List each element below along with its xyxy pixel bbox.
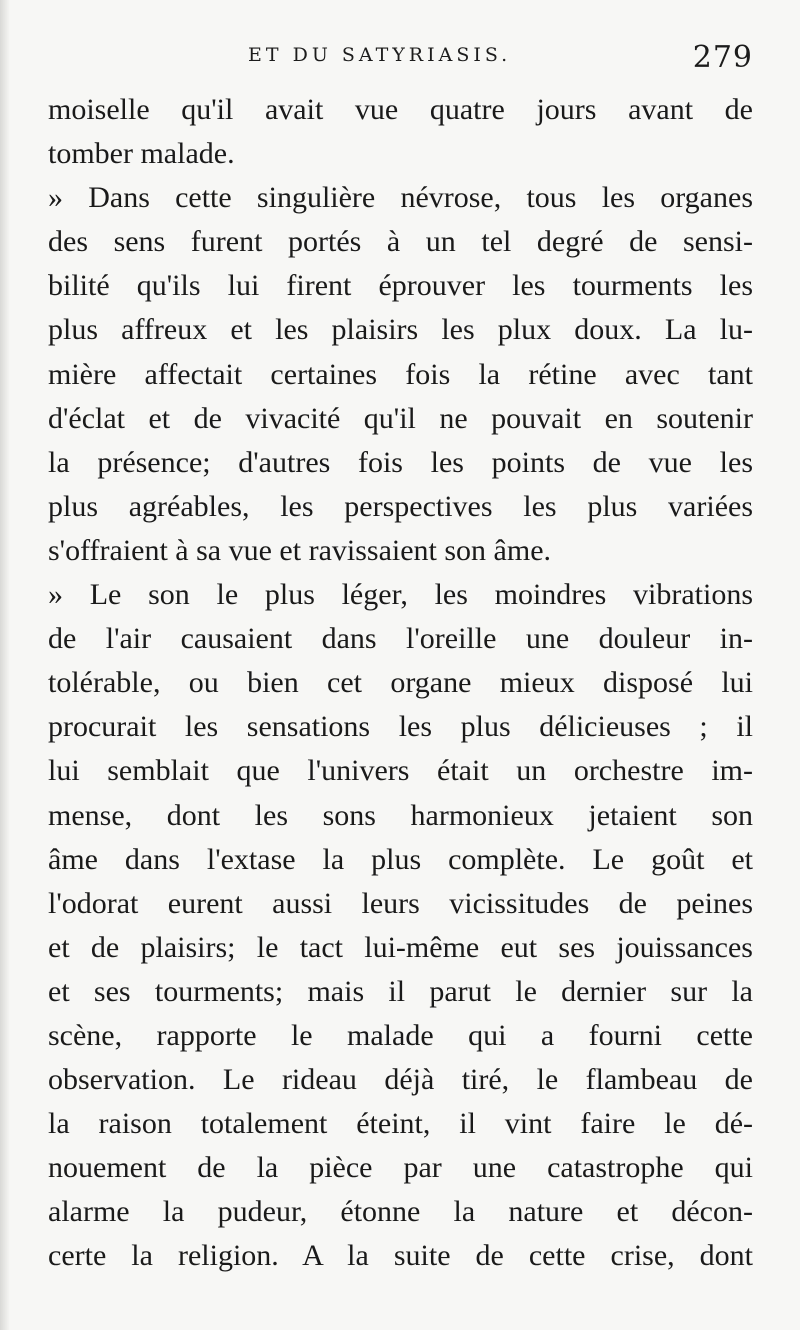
text-line: moiselle qu'il avait vue quatre jours avant de (48, 93, 753, 126)
text-line: mière affectait certaines fois la rétine avec tant (48, 357, 753, 391)
text-line: de l'air causaient dans l'oreille une douleur in- (48, 622, 753, 656)
text-line: âme dans l'extase la plus complète. Le goût et (48, 842, 753, 876)
text-line: alarme la pudeur, étonne la nature et décon- (48, 1195, 753, 1229)
text-line: d'éclat et de vivacité qu'il ne pouvait en soutenir (48, 401, 753, 435)
text-line: lui semblait que l'univers était un orchestre im- (48, 754, 753, 788)
running-head: ET DU SATYRIASIS. (248, 44, 512, 66)
text-line: s'offraient à sa vue et ravissaient son âme. (48, 533, 552, 567)
text-line: mense, dont les sons harmonieux jetaient son (48, 798, 753, 832)
text-line: des sens furent portés à un tel degré de sensi- (48, 225, 753, 259)
text-line: certe la religion. A la suite de cette crise, dont (48, 1239, 753, 1273)
text-line: » Le son le plus léger, les moindres vibrations (48, 578, 753, 612)
text-line: plus agréables, les perspectives les plus variées (48, 489, 753, 523)
text-line: bilité qu'ils lui firent éprouver les tourments les (48, 269, 753, 303)
text-line: nouement de la pièce par une catastrophe qui (48, 1151, 753, 1185)
text-line: scène, rapporte le malade qui a fourni cette (48, 1018, 753, 1052)
text-line: observation. Le rideau déjà tiré, le flambeau de (48, 1063, 753, 1097)
text-line: et ses tourments; mais il parut le dernier sur la (48, 974, 753, 1008)
text-line: » Dans cette singulière névrose, tous les organes (48, 181, 753, 215)
text-line: tolérable, ou bien cet organe mieux disposé lui (48, 666, 753, 700)
text-line: l'odorat eurent aussi leurs vicissitudes de peines (48, 886, 753, 920)
text-line: plus affreux et les plaisirs les plux doux. La lu- (48, 313, 753, 347)
text-line: procurait les sensations les plus délicieuses ; il (48, 710, 753, 744)
page-spine-shadow (0, 0, 10, 1330)
text-line: et de plaisirs; le tact lui-même eut ses jouissances (48, 930, 753, 964)
text-line: tomber malade. (48, 137, 235, 171)
text-line: la raison totalement éteint, il vint faire le dé- (48, 1107, 753, 1141)
body-text (48, 88, 753, 1279)
page-number: 279 (692, 40, 753, 75)
page-header (48, 40, 753, 80)
text-line: la présence; d'autres fois les points de vue les (48, 445, 753, 479)
